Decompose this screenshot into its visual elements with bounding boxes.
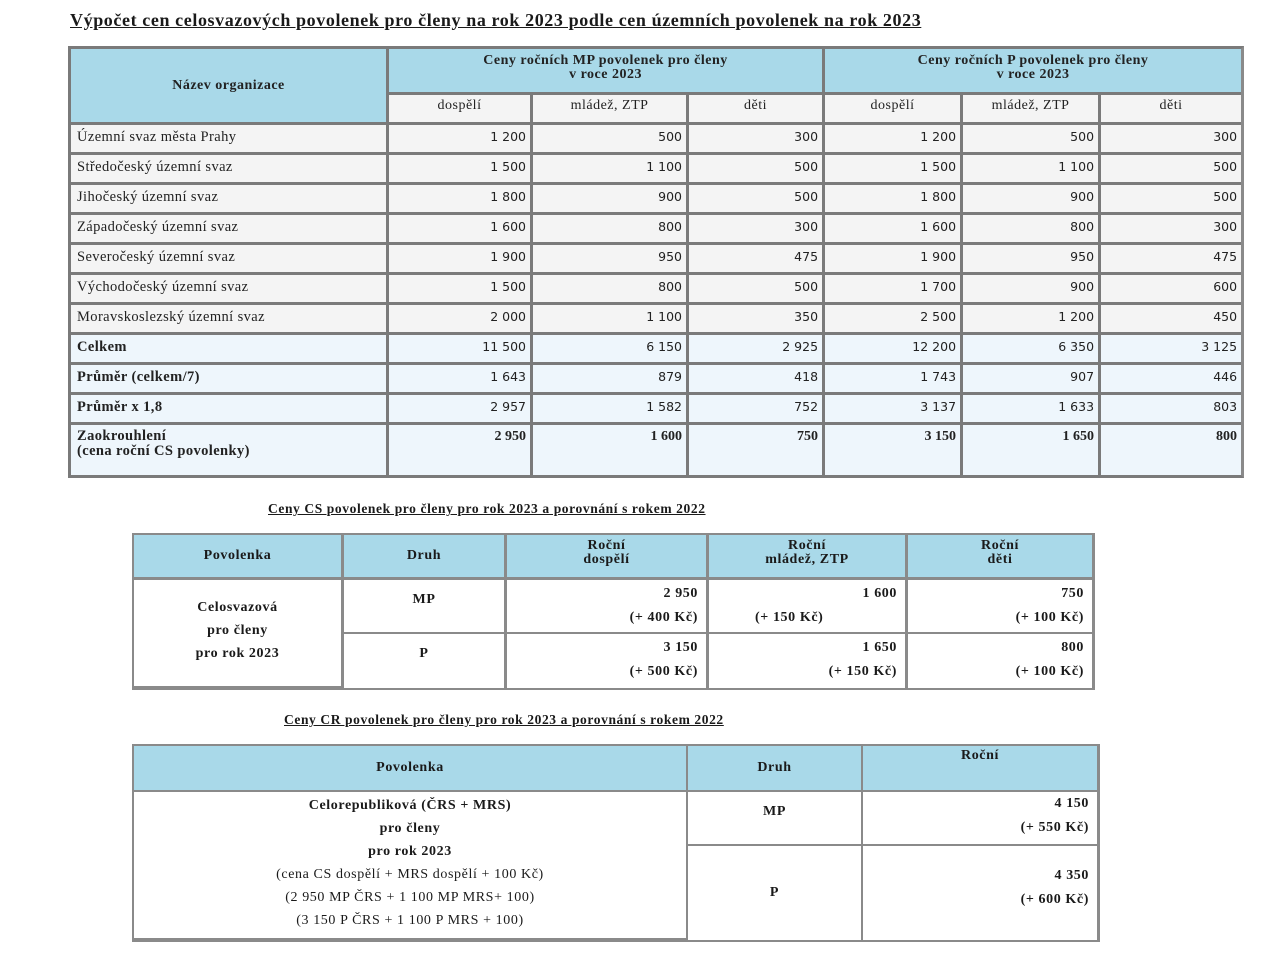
header-group-p bbox=[825, 49, 1241, 95]
adult-price-cell bbox=[507, 580, 709, 634]
price-cell: 1 600 bbox=[825, 215, 963, 245]
price-cell: 900 bbox=[533, 185, 689, 215]
price: 800 bbox=[1061, 640, 1084, 655]
rounded-price-cell: 1 650 bbox=[963, 425, 1101, 475]
price-change: (+ 100 Kč) bbox=[1015, 664, 1084, 679]
organization-name: Územní svaz města Prahy bbox=[71, 125, 389, 155]
price-cell: 475 bbox=[689, 245, 825, 275]
summary-row-rounding bbox=[71, 425, 1241, 475]
rounded-price-cell: 2 950 bbox=[389, 425, 533, 475]
organization-name: Moravskoslezský územní svaz bbox=[71, 305, 389, 335]
header-annual-youth-line1: Roční bbox=[788, 538, 826, 553]
multiplied-cell: 1 633 bbox=[963, 395, 1101, 425]
druh-cell: MP bbox=[688, 792, 863, 846]
table-row bbox=[71, 245, 1241, 275]
price-cell: 1 100 bbox=[963, 155, 1101, 185]
price-cell: 800 bbox=[963, 215, 1101, 245]
price-cell: 1 100 bbox=[533, 155, 689, 185]
header-annual-youth bbox=[709, 535, 908, 580]
header-annual: Roční bbox=[863, 746, 1097, 792]
average-cell: 418 bbox=[689, 365, 825, 395]
table-row bbox=[134, 580, 1092, 634]
table-row bbox=[71, 305, 1241, 335]
rounded-price-cell: 750 bbox=[689, 425, 825, 475]
header-organization-name: Název organizace bbox=[71, 49, 389, 125]
permit-type-line: pro členy bbox=[379, 821, 441, 836]
annual-price-cell bbox=[863, 792, 1097, 846]
price-cell: 2 500 bbox=[825, 305, 963, 335]
price-cell: 1 500 bbox=[389, 155, 533, 185]
youth-price-cell bbox=[709, 634, 908, 688]
price-cell: 500 bbox=[689, 185, 825, 215]
price-cell: 1 500 bbox=[389, 275, 533, 305]
price-cell: 1 800 bbox=[825, 185, 963, 215]
price-cell: 300 bbox=[1101, 215, 1241, 245]
header-povolenka: Povolenka bbox=[134, 535, 344, 580]
price-cell: 600 bbox=[1101, 275, 1241, 305]
summary-label: Průměr (celkem/7) bbox=[71, 365, 389, 395]
header-annual-children bbox=[908, 535, 1092, 580]
permit-type-cell bbox=[134, 580, 344, 688]
summary-row-total bbox=[71, 335, 1241, 365]
multiplied-cell: 752 bbox=[689, 395, 825, 425]
annual-price-cell bbox=[863, 846, 1097, 940]
price-cell: 900 bbox=[963, 185, 1101, 215]
summary-label: Průměr x 1,8 bbox=[71, 395, 389, 425]
permit-type-line: Celorepubliková (ČRS + MRS) bbox=[308, 798, 512, 813]
price-cell: 300 bbox=[1101, 125, 1241, 155]
header-group-mp-line1: Ceny ročních MP povolenek pro členy bbox=[483, 53, 728, 68]
rounded-price-cell: 3 150 bbox=[825, 425, 963, 475]
price-cell: 500 bbox=[1101, 185, 1241, 215]
price-cell: 1 200 bbox=[825, 125, 963, 155]
table-row bbox=[71, 185, 1241, 215]
header-group-p-line1: Ceny ročních P povolenek pro členy bbox=[917, 53, 1149, 68]
summary-label: Celkem bbox=[71, 335, 389, 365]
price-change: (+ 150 Kč) bbox=[755, 610, 824, 625]
rounded-price-cell: 1 600 bbox=[533, 425, 689, 475]
price: 1 650 bbox=[862, 640, 897, 655]
price-change: (+ 550 Kč) bbox=[1020, 820, 1089, 835]
multiplied-cell: 1 582 bbox=[533, 395, 689, 425]
total-cell: 11 500 bbox=[389, 335, 533, 365]
druh-cell: P bbox=[344, 634, 507, 688]
header-group-p-line2: v roce 2023 bbox=[996, 67, 1070, 82]
price-change: (+ 500 Kč) bbox=[629, 664, 698, 679]
regional-prices-table bbox=[68, 46, 1244, 478]
price-cell: 800 bbox=[533, 275, 689, 305]
multiplied-cell: 803 bbox=[1101, 395, 1241, 425]
total-cell: 12 200 bbox=[825, 335, 963, 365]
rounding-label bbox=[71, 425, 389, 475]
organization-name: Východočeský územní svaz bbox=[71, 275, 389, 305]
price-cell: 500 bbox=[689, 275, 825, 305]
price-cell: 500 bbox=[689, 155, 825, 185]
table-row bbox=[71, 155, 1241, 185]
price-cell: 1 700 bbox=[825, 275, 963, 305]
permit-formula-line: (3 150 P ČRS + 1 100 P MRS + 100) bbox=[296, 913, 524, 928]
price-cell: 1 600 bbox=[389, 215, 533, 245]
total-cell: 6 150 bbox=[533, 335, 689, 365]
price-cell: 1 900 bbox=[825, 245, 963, 275]
price-cell: 950 bbox=[963, 245, 1101, 275]
average-cell: 1 743 bbox=[825, 365, 963, 395]
permit-type-line: pro rok 2023 bbox=[195, 645, 280, 661]
header-mp-adults: dospělí bbox=[389, 95, 533, 125]
average-cell: 446 bbox=[1101, 365, 1241, 395]
cr-permits-table bbox=[132, 744, 1100, 942]
permit-formula-line: (2 950 MP ČRS + 1 100 MP MRS+ 100) bbox=[285, 890, 535, 905]
header-annual-children-line2: děti bbox=[987, 552, 1013, 567]
price-cell: 500 bbox=[963, 125, 1101, 155]
price-cell: 450 bbox=[1101, 305, 1241, 335]
total-cell: 6 350 bbox=[963, 335, 1101, 365]
average-cell: 1 643 bbox=[389, 365, 533, 395]
price-cell: 475 bbox=[1101, 245, 1241, 275]
price: 750 bbox=[1061, 586, 1084, 601]
header-p-youth: mládež, ZTP bbox=[963, 95, 1101, 125]
multiplied-cell: 2 957 bbox=[389, 395, 533, 425]
child-price-cell bbox=[908, 634, 1092, 688]
table2-title: Ceny CS povolenek pro členy pro rok 2023 a porovnání s rokem 2022 bbox=[268, 501, 706, 516]
druh-cell: P bbox=[688, 846, 863, 940]
child-price-cell bbox=[908, 580, 1092, 634]
price-cell: 800 bbox=[533, 215, 689, 245]
organization-name: Severočeský územní svaz bbox=[71, 245, 389, 275]
organization-name: Jihočeský územní svaz bbox=[71, 185, 389, 215]
summary-row-average bbox=[71, 365, 1241, 395]
price-cell: 300 bbox=[689, 125, 825, 155]
druh-cell: MP bbox=[344, 580, 507, 634]
header-annual-adults-line1: Roční bbox=[587, 538, 626, 553]
organization-name: Západočeský územní svaz bbox=[71, 215, 389, 245]
header-group-mp bbox=[389, 49, 825, 95]
price: 4 150 bbox=[1054, 796, 1089, 811]
header-druh: Druh bbox=[688, 746, 863, 792]
price-change: (+ 600 Kč) bbox=[1020, 892, 1089, 907]
price-cell: 1 100 bbox=[533, 305, 689, 335]
adult-price-cell bbox=[507, 634, 709, 688]
price-cell: 1 900 bbox=[389, 245, 533, 275]
table-row bbox=[71, 215, 1241, 245]
price-cell: 500 bbox=[533, 125, 689, 155]
permit-formula-line: (cena CS dospělí + MRS dospělí + 100 Kč) bbox=[276, 867, 544, 882]
rounded-price-cell: 800 bbox=[1101, 425, 1241, 475]
average-cell: 879 bbox=[533, 365, 689, 395]
total-cell: 2 925 bbox=[689, 335, 825, 365]
summary-row-average-x18 bbox=[71, 395, 1241, 425]
permit-type-line: pro členy bbox=[207, 622, 268, 638]
price-cell: 2 000 bbox=[389, 305, 533, 335]
price-cell: 350 bbox=[689, 305, 825, 335]
price-cell: 1 500 bbox=[825, 155, 963, 185]
price-cell: 300 bbox=[689, 215, 825, 245]
youth-price-cell bbox=[709, 580, 908, 634]
permit-type-line: Celosvazová bbox=[197, 599, 278, 615]
header-annual-adults bbox=[507, 535, 709, 580]
price-change: (+ 400 Kč) bbox=[629, 610, 698, 625]
header-mp-youth: mládež, ZTP bbox=[533, 95, 689, 125]
permit-type-line: pro rok 2023 bbox=[368, 844, 452, 859]
header-mp-children: děti bbox=[689, 95, 825, 125]
table3-title: Ceny CR povolenek pro členy pro rok 2023 a porovnání s rokem 2022 bbox=[284, 712, 724, 727]
price-change: (+ 100 Kč) bbox=[1015, 610, 1084, 625]
total-cell: 3 125 bbox=[1101, 335, 1241, 365]
table-row bbox=[71, 275, 1241, 305]
rounding-label-line2: (cena roční CS povolenky) bbox=[77, 443, 250, 459]
cs-permits-table bbox=[132, 533, 1095, 690]
price-cell: 1 800 bbox=[389, 185, 533, 215]
price: 3 150 bbox=[663, 640, 698, 655]
header-annual-children-line1: Roční bbox=[981, 538, 1019, 553]
header-p-adults: dospělí bbox=[825, 95, 963, 125]
price-cell: 900 bbox=[963, 275, 1101, 305]
price-cell: 950 bbox=[533, 245, 689, 275]
header-annual-youth-line2: mládež, ZTP bbox=[765, 552, 849, 567]
multiplied-cell: 3 137 bbox=[825, 395, 963, 425]
price-cell: 1 200 bbox=[389, 125, 533, 155]
price-cell: 500 bbox=[1101, 155, 1241, 185]
rounding-label-line1: Zaokrouhlení bbox=[77, 428, 167, 444]
average-cell: 907 bbox=[963, 365, 1101, 395]
table1-title: Výpočet cen celosvazových povolenek pro členy na rok 2023 podle cen územních povolenek na rok 2023 bbox=[70, 10, 922, 30]
header-annual-adults-line2: dospělí bbox=[583, 552, 630, 567]
header-p-children: děti bbox=[1101, 95, 1241, 125]
price: 2 950 bbox=[663, 586, 698, 601]
table-row bbox=[134, 792, 1097, 846]
organization-name: Středočeský územní svaz bbox=[71, 155, 389, 185]
header-povolenka: Povolenka bbox=[134, 746, 688, 792]
permit-type-cell bbox=[134, 792, 688, 940]
header-druh: Druh bbox=[344, 535, 507, 580]
price-cell: 1 200 bbox=[963, 305, 1101, 335]
price: 4 350 bbox=[1054, 868, 1089, 883]
header-group-mp-line2: v roce 2023 bbox=[569, 67, 642, 82]
table-row bbox=[71, 125, 1241, 155]
price-change: (+ 150 Kč) bbox=[828, 664, 897, 679]
price: 1 600 bbox=[862, 586, 897, 601]
